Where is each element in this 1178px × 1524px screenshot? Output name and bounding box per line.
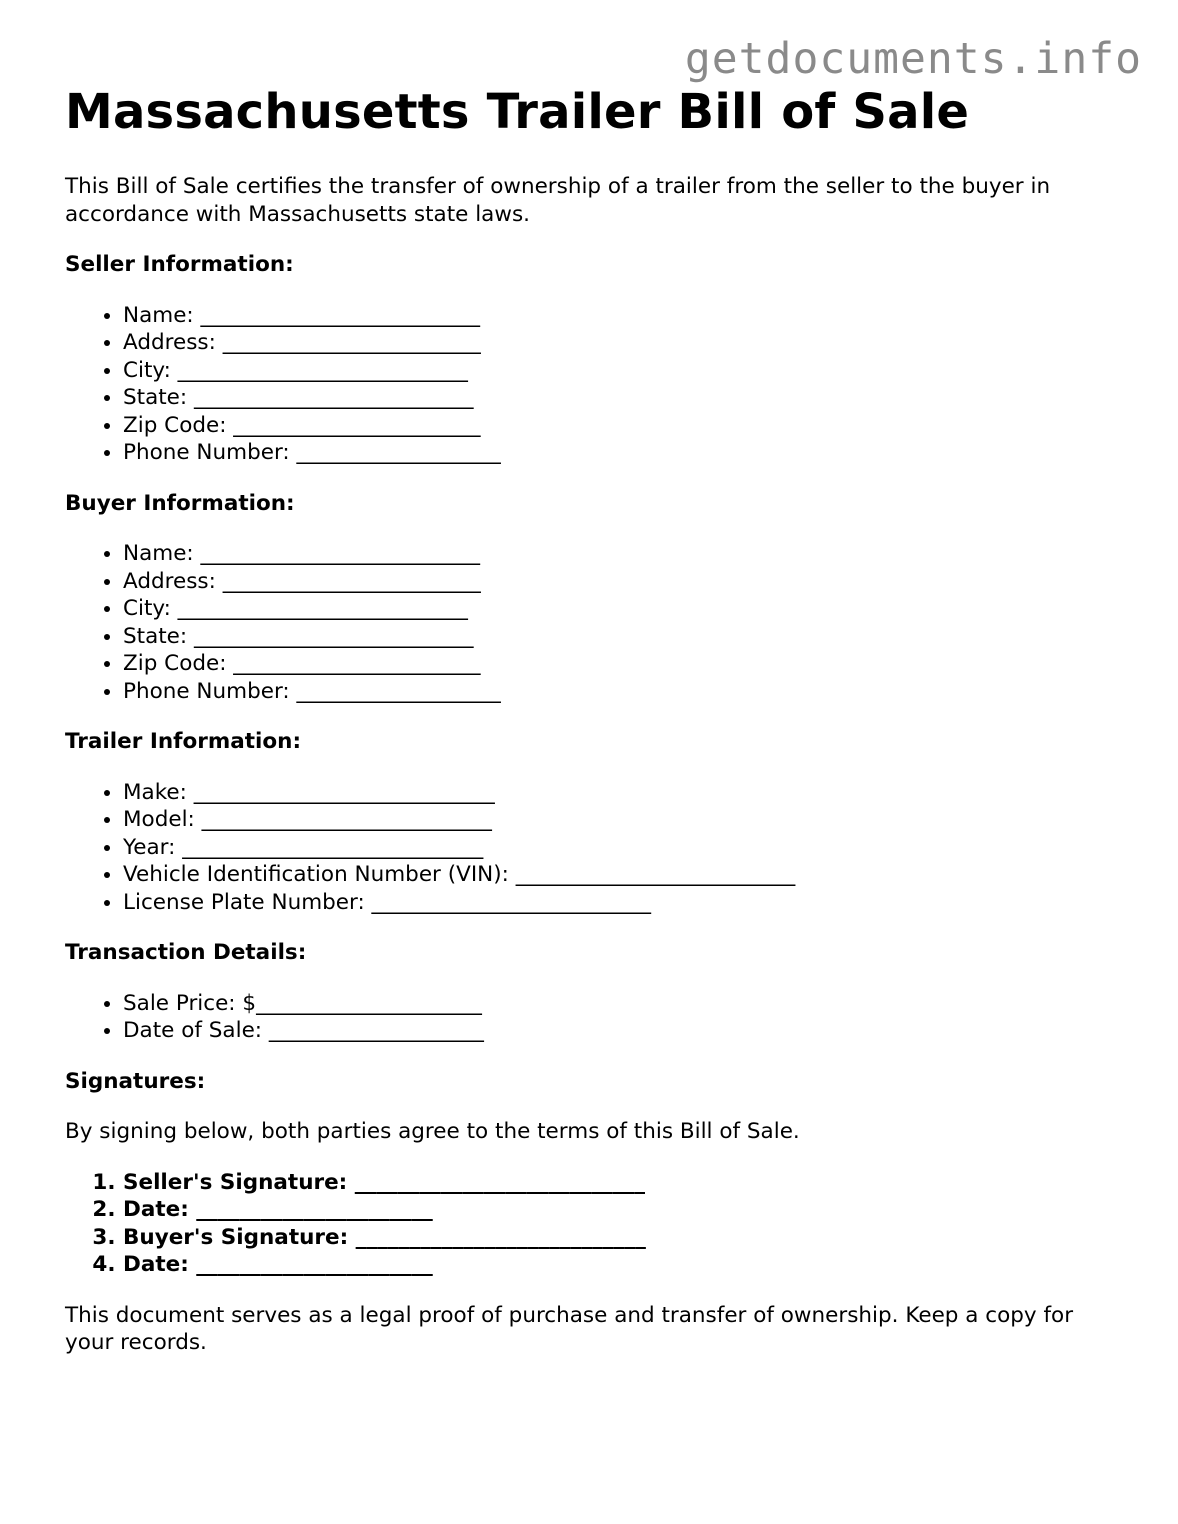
seller-state-field: • State: __________________________ — [123, 384, 1125, 412]
sale-price-field: • Sale Price: $_____________________ — [123, 990, 1125, 1018]
seller-name-field: • Name: __________________________ — [123, 302, 1125, 330]
watermark: getdocuments.info — [684, 34, 1142, 84]
closing-paragraph: This document serves as a legal proof of purchase and transfer of ownership. Keep a copy for your records. — [65, 1302, 1074, 1355]
buyer-state-field: • State: __________________________ — [123, 623, 1125, 651]
seller-info-list — [65, 302, 1125, 467]
seller-signature-field: 1. Seller's Signature: ___________________________ — [123, 1169, 1125, 1197]
seller-city-field: • City: ___________________________ — [123, 357, 1125, 385]
seller-section-heading: Seller Information: — [65, 252, 294, 277]
agreement-statement: By signing below, both parties agree to the terms of this Bill of Sale. — [65, 1119, 800, 1144]
seller-phone-field: • Phone Number: ___________________ — [123, 439, 1125, 467]
trailer-make-field: • Make: ____________________________ — [123, 779, 1125, 807]
seller-address-field: • Address: ________________________ — [123, 329, 1125, 357]
buyer-phone-field: • Phone Number: ___________________ — [123, 678, 1125, 706]
document-title: Massachusetts Trailer Bill of Sale — [65, 84, 970, 140]
transaction-details-list — [65, 990, 1125, 1045]
buyer-date-field: 4. Date: ______________________ — [123, 1251, 1125, 1279]
buyer-signature-field: 3. Buyer's Signature: ___________________________ — [123, 1224, 1125, 1252]
buyer-info-list — [65, 540, 1125, 705]
trailer-plate-field: • License Plate Number: __________________________ — [123, 889, 1125, 917]
trailer-model-field: • Model: ___________________________ — [123, 806, 1125, 834]
seller-zip-field: • Zip Code: _______________________ — [123, 412, 1125, 440]
buyer-address-field: • Address: ________________________ — [123, 568, 1125, 596]
date-of-sale-field: • Date of Sale: ____________________ — [123, 1017, 1125, 1045]
trailer-year-field: • Year: ____________________________ — [123, 834, 1125, 862]
buyer-name-field: • Name: __________________________ — [123, 540, 1125, 568]
trailer-section-heading: Trailer Information: — [65, 729, 302, 754]
transaction-section-heading: Transaction Details: — [65, 940, 307, 965]
buyer-section-heading: Buyer Information: — [65, 490, 295, 516]
document-page — [65, 84, 1125, 1357]
signature-list — [65, 1169, 1125, 1279]
seller-date-field: 2. Date: ______________________ — [123, 1196, 1125, 1224]
trailer-vin-field: • Vehicle Identification Number (VIN): __________________________ — [123, 861, 1125, 889]
signatures-section-heading: Signatures: — [65, 1068, 206, 1094]
buyer-city-field: • City: ___________________________ — [123, 595, 1125, 623]
trailer-info-list — [65, 779, 1125, 917]
buyer-zip-field: • Zip Code: _______________________ — [123, 650, 1125, 678]
intro-paragraph: This Bill of Sale certifies the transfer of ownership of a trailer from the seller to the buyer in accordance with Massachusetts state laws. — [65, 174, 1051, 227]
